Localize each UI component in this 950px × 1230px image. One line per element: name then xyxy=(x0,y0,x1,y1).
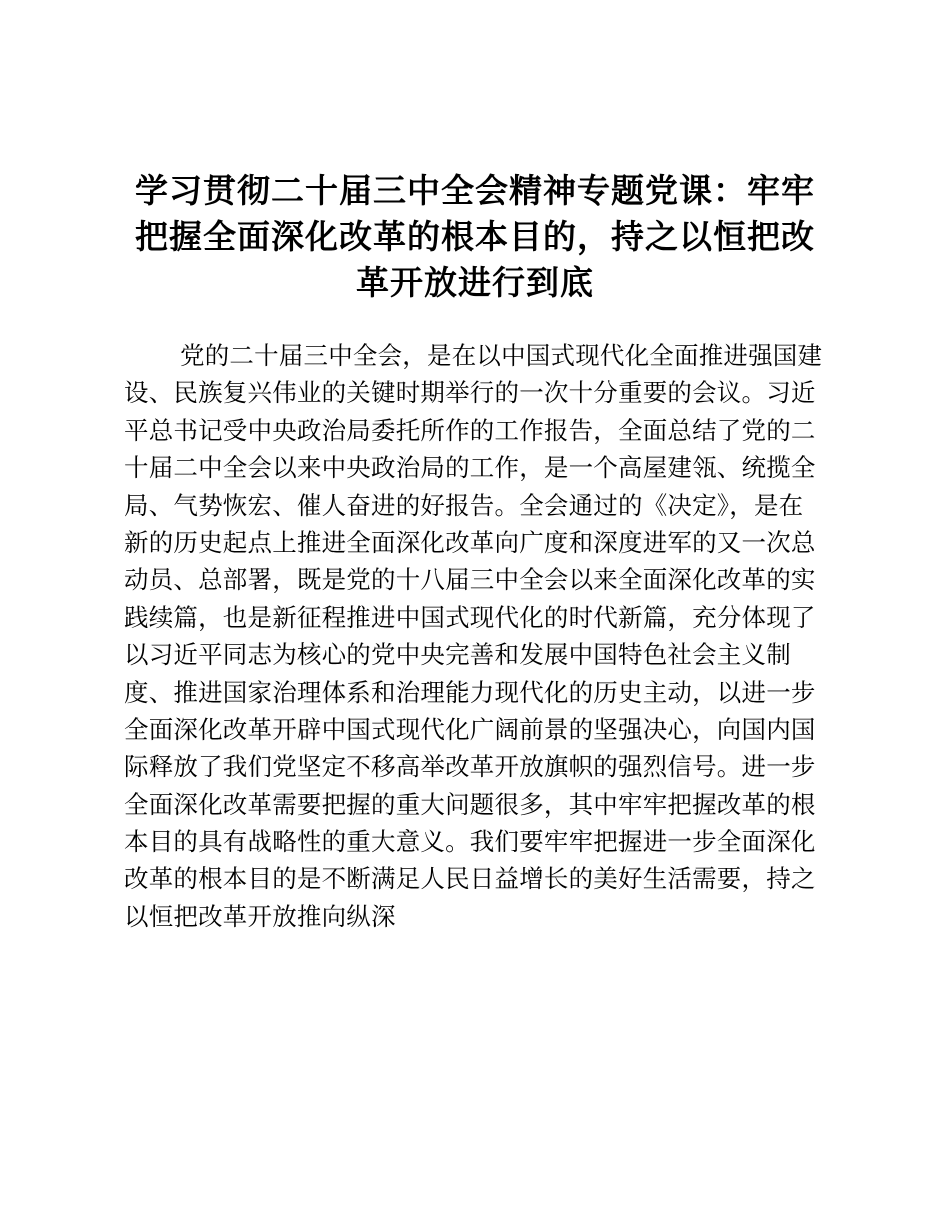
body-line: 平总书记受中央政治局委托所作的工作报告，全面总结了党的二 xyxy=(124,415,816,445)
title-line: 把握全面深化改革的根本目的，持之以恒把改 xyxy=(135,217,815,256)
body-line: 党的二十届三中全会，是在以中国式现代化全面推进强国建 xyxy=(180,341,823,370)
body-line: 本目的具有战略性的重大意义。我们要牢牢把握进一步全面深化 xyxy=(124,827,816,857)
title-line: 学习贯彻二十届三中全会精神专题党课：牢牢 xyxy=(135,171,815,210)
body-line: 局、气势恢宏、催人奋进的好报告。全会通过的《决定》，是在 xyxy=(124,490,804,520)
body-line: 以习近平同志为核心的党中央完善和发展中国特色社会主义制 xyxy=(124,640,791,670)
body-line: 新的历史起点上推进全面深化改革向广度和深度进军的又一次总 xyxy=(124,527,816,557)
body-line: 践续篇，也是新征程推进中国式现代化的时代新篇，充分体现了 xyxy=(124,602,816,632)
document-title xyxy=(120,168,830,306)
body-line: 十届二中全会以来中央政治局的工作，是一个高屋建瓴、统揽全 xyxy=(124,453,816,483)
body-line: 际释放了我们党坚定不移高举改革开放旗帜的强烈信号。进一步 xyxy=(124,752,816,782)
body-line: 改革的根本目的是不断满足人民日益增长的美好生活需要，持之 xyxy=(124,864,816,894)
body-paragraph xyxy=(124,337,834,935)
body-line: 全面深化改革需要把握的重大问题很多，其中牢牢把握改革的根 xyxy=(124,789,816,819)
body-line: 度、推进国家治理体系和治理能力现代化的历史主动，以进一步 xyxy=(124,677,816,707)
body-line: 动员、总部署，既是党的十八届三中全会以来全面深化改革的实 xyxy=(124,565,816,595)
body-line: 设、民族复兴伟业的关键时期举行的一次十分重要的会议。习近 xyxy=(124,378,816,408)
title-line: 革开放进行到底 xyxy=(356,263,594,302)
body-line: 以恒把改革开放推向纵深 xyxy=(124,901,396,931)
body-line: 全面深化改革开辟中国式现代化广阔前景的坚强决心，向国内国 xyxy=(124,714,816,744)
